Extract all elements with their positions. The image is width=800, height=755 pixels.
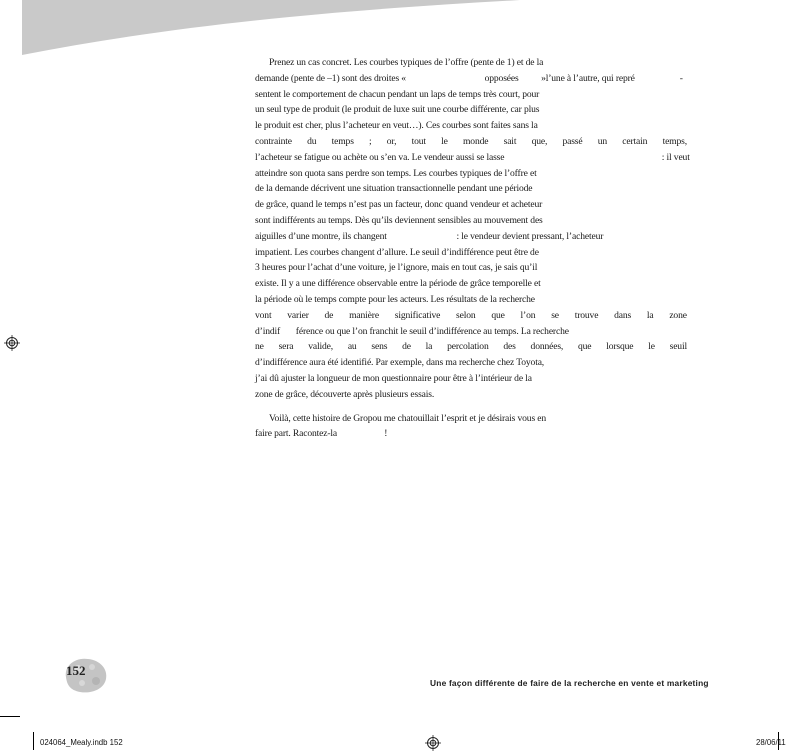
text-word: sait xyxy=(503,136,517,147)
text-word: percolation xyxy=(447,341,489,353)
text-line: 3 heures pour l’achat d’une voiture, je l’ignore, mais en tout cas, je sais qu’il xyxy=(255,262,538,274)
text-line: de la demande décrivent une situation transactionnelle pendant une période xyxy=(255,183,533,195)
text-line: l’acheteur se fatigue ou achète ou s’en va. Le vendeur aussi se lasse : il veut xyxy=(255,151,690,163)
text-word: la xyxy=(425,341,433,353)
text-line: impatient. Les courbes changent d’allure. Le seuil d’indifférence peut être de xyxy=(255,246,539,258)
text-word: zone xyxy=(669,309,687,321)
text-word: des xyxy=(503,341,516,353)
text-line: existe. Il y a une différence observable entre la période de grâce temporelle et xyxy=(255,278,541,290)
text-word: au xyxy=(347,341,357,353)
text-word: tout xyxy=(411,136,426,147)
text-line: un seul type de produit (le produit de luxe suit une courbe différente, car plus xyxy=(255,104,540,116)
text-word: ne xyxy=(255,341,264,353)
text-line: Prenez un cas concret. Les courbes typiques de l’offre (pente de 1) et de la xyxy=(269,57,544,68)
text-line: la période où le temps compte pour les acteurs. Les résultats de la recherche xyxy=(255,294,535,305)
text-line xyxy=(255,134,687,150)
text-line: aiguilles d’une montre, ils changent : le vendeur devient pressant, l’acheteur xyxy=(255,230,604,242)
text-word: passé xyxy=(562,136,583,147)
text-word: selon xyxy=(456,309,476,321)
text-word: données, xyxy=(530,341,564,353)
text-word: varier xyxy=(287,309,309,321)
registration-mark-icon xyxy=(4,335,20,351)
text-word: lorsque xyxy=(606,341,634,353)
text-word: le xyxy=(648,341,655,353)
text-line: sentent le comportement de chacun pendant un laps de temps très court, pour xyxy=(255,88,540,100)
text-word: sens xyxy=(371,341,388,353)
text-line: j’ai dû ajuster la longueur de mon questionnaire pour être à l’intérieur de la xyxy=(255,373,532,384)
page-number: 152 xyxy=(66,663,86,678)
text-word: que, xyxy=(531,136,548,147)
text-word: l’on xyxy=(520,309,536,321)
running-footer: Une façon différente de faire de la recherche en vente et marketing xyxy=(430,678,709,688)
text-word: trouve xyxy=(574,309,599,321)
text-word: manière xyxy=(349,309,379,321)
text-word: de xyxy=(324,309,334,321)
text-line: d’indifférence aura été identifié. Par exemple, dans ma recherche chez Toyota, xyxy=(255,357,545,369)
registration-mark-icon xyxy=(425,735,441,751)
text-line: atteindre son quota sans perdre son temps. Les courbes typiques de l’offre et xyxy=(255,167,537,179)
header-band xyxy=(0,0,800,60)
text-line: Voilà, cette histoire de Gropou me chatouillait l’esprit et je désirais vous en xyxy=(269,412,547,424)
text-word: certain xyxy=(622,136,648,147)
text-word: sera xyxy=(278,341,294,353)
text-line: le produit est cher, plus l’acheteur en veut…). Ces courbes sont faites sans la xyxy=(255,120,538,132)
text-line: de grâce, quand le temps n’est pas un facteur, donc quand vendeur et acheteur xyxy=(255,199,543,211)
text-word: or, xyxy=(386,136,397,147)
text-word: que xyxy=(577,341,592,353)
text-line: demande (pente de –1) sont des droites « opposées »l’une à l’autre, qui repré - xyxy=(255,72,683,84)
text-line xyxy=(255,339,687,355)
text-word: seuil xyxy=(669,341,687,353)
text-word: se xyxy=(551,309,559,321)
text-word: du xyxy=(307,136,317,147)
slug-file: 024064_Mealy.indb 152 xyxy=(40,738,123,747)
text-word: de xyxy=(402,341,411,353)
text-word: temps xyxy=(331,136,354,147)
text-word: la xyxy=(646,309,654,321)
text-line: sont indifférents au temps. Dès qu’ils deviennent sensibles au mouvement des xyxy=(255,215,543,226)
text-line xyxy=(255,308,687,324)
text-word: temps, xyxy=(662,136,687,147)
text-line: d’indif férence ou que l’on franchit le seuil d’indifférence au temps. La recherche xyxy=(255,325,569,337)
crop-mark xyxy=(33,732,34,750)
text-word: valide, xyxy=(308,341,334,353)
text-word: le xyxy=(441,136,448,147)
text-word: ; xyxy=(369,136,372,147)
text-line: zone de grâce, découverte après plusieurs essais. xyxy=(255,388,435,400)
slug-date: 28/06/11 xyxy=(756,738,786,747)
text-word: vont xyxy=(255,309,272,321)
text-line: faire part. Racontez-la ! xyxy=(255,428,388,440)
text-word: dans xyxy=(614,309,632,321)
text-word: significative xyxy=(394,309,441,321)
text-word: que xyxy=(491,309,505,321)
text-word: un xyxy=(597,136,608,147)
text-word: monde xyxy=(463,136,489,147)
text-word: contrainte xyxy=(255,136,292,147)
crop-mark xyxy=(0,716,20,717)
